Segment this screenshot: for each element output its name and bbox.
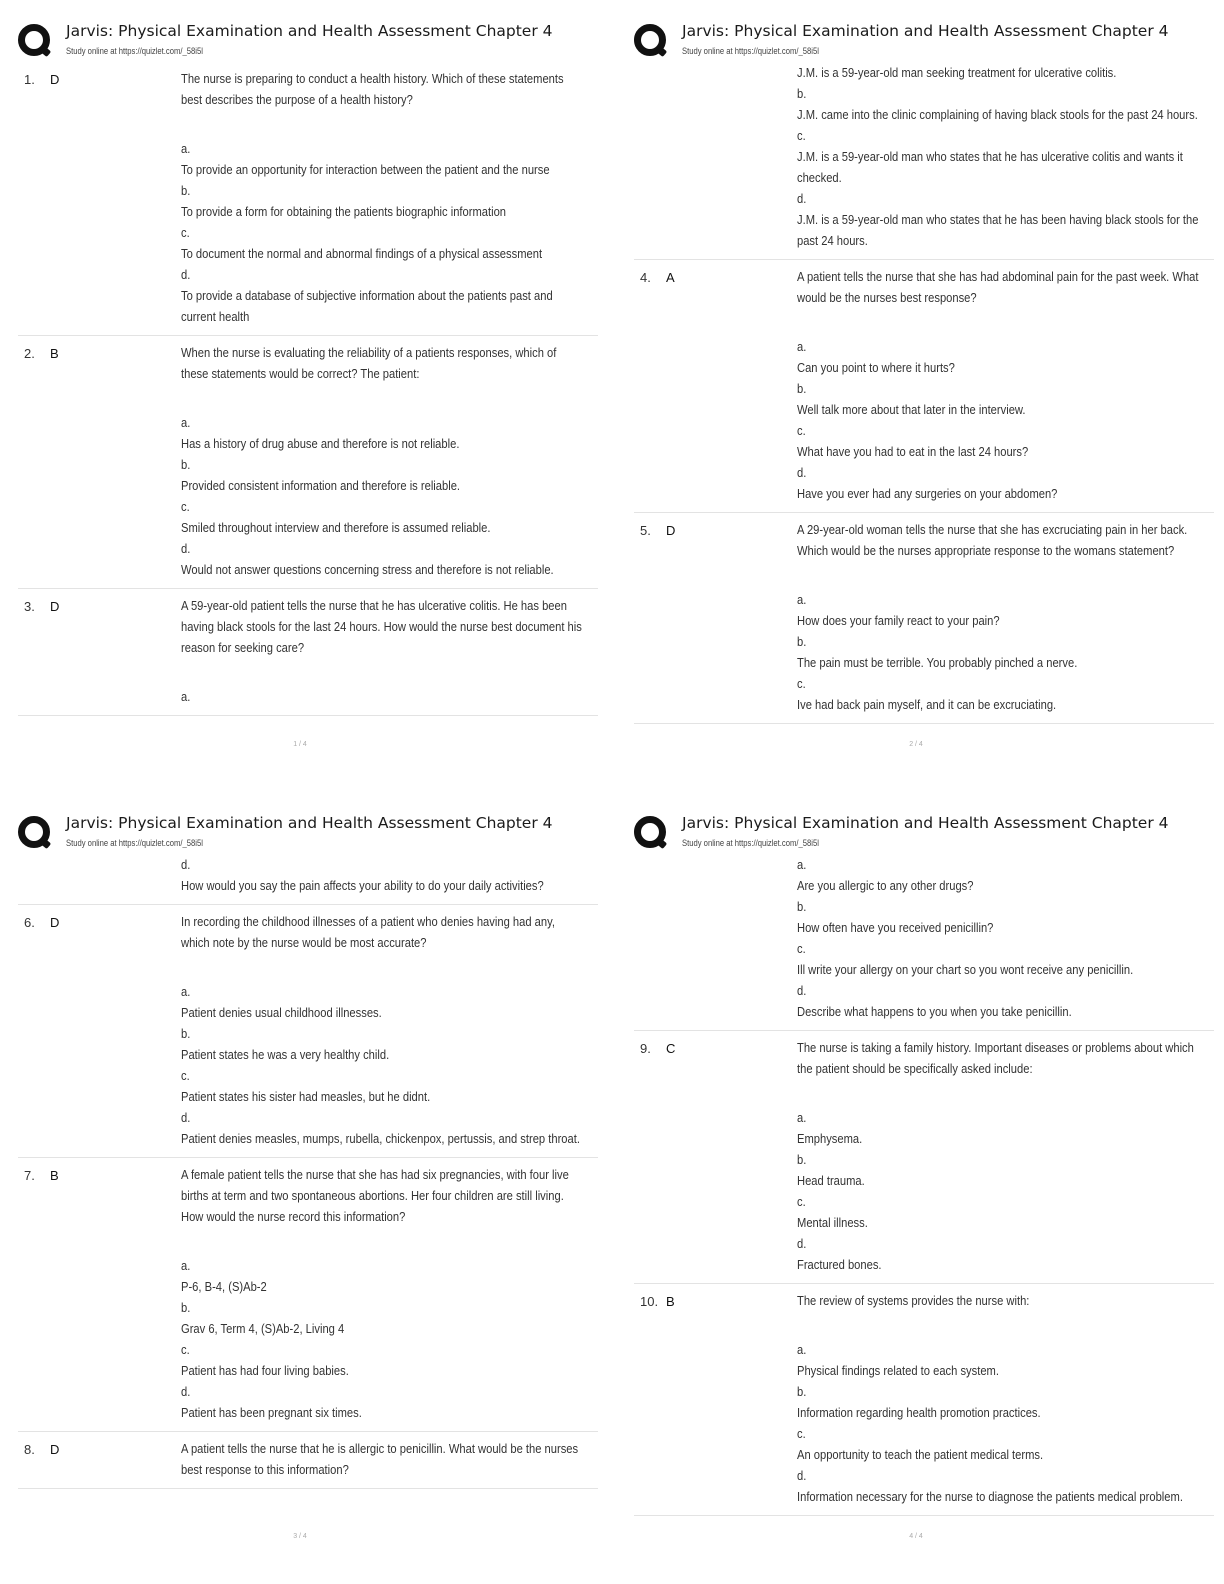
- option-line: Patient has been pregnant six times.: [181, 1405, 362, 1420]
- question-content: [797, 260, 1207, 512]
- question-text: The nurse is taking a family history. Important diseases or problems about which the patient should be specifically asked include:: [797, 1040, 1194, 1076]
- option-line: The pain must be terrible. You probably pinched a nerve.: [797, 655, 1078, 670]
- page-number: 3 / 4: [293, 1533, 307, 1540]
- option-line: Patient has had four living babies.: [181, 1363, 349, 1378]
- option-line: c.: [797, 1426, 806, 1441]
- answer-letter: D: [666, 523, 676, 538]
- continuation-options: [797, 854, 1207, 1030]
- question-row: [634, 260, 1214, 513]
- option-line: J.M. is a 59-year-old man seeking treatment for ulcerative colitis.: [797, 65, 1117, 80]
- question-row: [18, 905, 598, 1158]
- option-line: To document the normal and abnormal findings of a physical assessment: [181, 246, 543, 261]
- option-line: a.: [797, 1342, 807, 1357]
- continuation-row: [634, 62, 1214, 260]
- question-row: [18, 1432, 598, 1489]
- option-line: Physical findings related to each system.: [797, 1363, 999, 1378]
- question-number: 7.: [24, 1168, 35, 1183]
- question-row: [18, 1158, 598, 1432]
- page-title: Jarvis: Physical Examination and Health Assessment Chapter 4: [66, 814, 553, 832]
- question-content: [181, 336, 591, 588]
- option-line: b.: [797, 1152, 807, 1167]
- option-line: a.: [797, 339, 807, 354]
- question-text: A patient tells the nurse that she has had abdominal pain for the past week. What would be the nurses best response?: [797, 269, 1199, 305]
- option-line: b.: [797, 634, 807, 649]
- option-line: c.: [181, 1342, 190, 1357]
- continuation-options: [181, 854, 591, 904]
- option-line: Has a history of drug abuse and therefore is not reliable.: [181, 436, 460, 451]
- option-line: b.: [797, 899, 807, 914]
- option-line: a.: [181, 1258, 191, 1273]
- answer-letter: D: [50, 915, 60, 930]
- option-line: d.: [797, 983, 807, 998]
- question-number: 9.: [640, 1041, 651, 1056]
- option-line: Grav 6, Term 4, (S)Ab-2, Living 4: [181, 1321, 345, 1336]
- option-line: b.: [181, 1026, 191, 1041]
- option-line: Emphysema.: [797, 1131, 863, 1146]
- question-content: [181, 589, 591, 715]
- option-line: d.: [181, 1110, 191, 1125]
- page-header: [18, 812, 588, 856]
- question-content: [181, 1432, 591, 1488]
- quizlet-logo-icon: [18, 816, 50, 848]
- option-line: d.: [181, 1384, 191, 1399]
- option-line: a.: [797, 592, 807, 607]
- option-line: Are you allergic to any other drugs?: [797, 878, 974, 893]
- option-line: b.: [797, 381, 807, 396]
- question-row: [18, 62, 598, 336]
- page-body: [18, 62, 598, 716]
- option-line: J.M. is a 59-year-old man who states that he has been having black stools for the past 24 hours.: [797, 212, 1199, 248]
- option-line: b.: [797, 1384, 807, 1399]
- option-line: b.: [181, 1300, 191, 1315]
- option-line: Provided consistent information and therefore is reliable.: [181, 478, 461, 493]
- study-link[interactable]: Study online at https://quizlet.com/_58i5l: [682, 838, 819, 848]
- option-line: J.M. is a 59-year-old man who states that he has ulcerative colitis and wants it checked.: [797, 149, 1183, 185]
- option-line: To provide an opportunity for interaction between the patient and the nurse: [181, 162, 550, 177]
- page-header: [634, 20, 1204, 64]
- option-line: d.: [797, 191, 807, 206]
- quizlet-logo-icon: [18, 24, 50, 56]
- option-line: Can you point to where it hurts?: [797, 360, 955, 375]
- question-content: [181, 1158, 591, 1431]
- option-line: Would not answer questions concerning stress and therefore is not reliable.: [181, 562, 554, 577]
- option-line: d.: [797, 1468, 807, 1483]
- option-line: What have you had to eat in the last 24 hours?: [797, 444, 1029, 459]
- option-line: Ill write your allergy on your chart so you wont receive any penicillin.: [797, 962, 1134, 977]
- option-line: How does your family react to your pain?: [797, 613, 1000, 628]
- option-line: How often have you received penicillin?: [797, 920, 994, 935]
- option-line: Patient denies measles, mumps, rubella, chickenpox, pertussis, and strep throat.: [181, 1131, 580, 1146]
- continuation-options: [797, 62, 1207, 259]
- page-title: Jarvis: Physical Examination and Health Assessment Chapter 4: [682, 814, 1169, 832]
- quizlet-logo-icon: [634, 816, 666, 848]
- option-line: a.: [797, 857, 807, 872]
- page-header: [18, 20, 588, 64]
- question-text: When the nurse is evaluating the reliability of a patients responses, which of these statements would be correct? The patient:: [181, 345, 557, 381]
- page-header: [634, 812, 1204, 856]
- question-content: [797, 1031, 1207, 1283]
- page-3: [0, 792, 600, 1552]
- question-row: [634, 1284, 1214, 1516]
- question-number: 1.: [24, 72, 35, 87]
- answer-letter: B: [50, 1168, 59, 1183]
- question-number: 2.: [24, 346, 35, 361]
- question-text: A patient tells the nurse that he is allergic to penicillin. What would be the nurses best response to this information?: [181, 1441, 579, 1477]
- page-body: [634, 854, 1214, 1516]
- option-line: c.: [797, 676, 806, 691]
- question-row: [634, 513, 1214, 724]
- option-line: Describe what happens to you when you take penicillin.: [797, 1004, 1072, 1019]
- option-line: c.: [181, 499, 190, 514]
- question-number: 6.: [24, 915, 35, 930]
- quizlet-logo-icon: [634, 24, 666, 56]
- page-body: [634, 62, 1214, 724]
- page-number: 2 / 4: [909, 741, 923, 748]
- study-link[interactable]: Study online at https://quizlet.com/_58i5l: [66, 838, 203, 848]
- answer-letter: D: [50, 1442, 60, 1457]
- option-line: a.: [181, 141, 191, 156]
- question-content: [181, 62, 591, 335]
- option-line: b.: [181, 183, 191, 198]
- option-line: d.: [797, 465, 807, 480]
- option-line: d.: [181, 857, 191, 872]
- option-line: An opportunity to teach the patient medical terms.: [797, 1447, 1044, 1462]
- question-number: 4.: [640, 270, 651, 285]
- option-line: Patient denies usual childhood illnesses.: [181, 1005, 382, 1020]
- page-4: [616, 792, 1216, 1552]
- answer-letter: D: [50, 599, 60, 614]
- option-line: c.: [181, 1068, 190, 1083]
- option-line: To provide a form for obtaining the patients biographic information: [181, 204, 507, 219]
- option-line: d.: [181, 541, 191, 556]
- answer-letter: B: [666, 1294, 675, 1309]
- continuation-row: [18, 854, 598, 905]
- continuation-row: [634, 854, 1214, 1031]
- option-line: Patient states his sister had measles, but he didnt.: [181, 1089, 431, 1104]
- option-line: c.: [181, 225, 190, 240]
- page-2: [616, 0, 1216, 760]
- option-line: a.: [181, 984, 191, 999]
- question-number: 5.: [640, 523, 651, 538]
- page-number: 1 / 4: [293, 741, 307, 748]
- option-line: Head trauma.: [797, 1173, 865, 1188]
- option-line: J.M. came into the clinic complaining of having black stools for the past 24 hours.: [797, 107, 1198, 122]
- question-text: A 29-year-old woman tells the nurse that she has excruciating pain in her back. Which would be the nurses appropriate response to the womans statement?: [797, 522, 1188, 558]
- question-number: 10.: [640, 1294, 659, 1309]
- option-line: Patient states he was a very healthy child.: [181, 1047, 390, 1062]
- option-line: Information regarding health promotion practices.: [797, 1405, 1041, 1420]
- study-link[interactable]: Study online at https://quizlet.com/_58i5l: [682, 46, 819, 56]
- question-content: [797, 1284, 1207, 1515]
- option-line: c.: [797, 128, 806, 143]
- option-line: Fractured bones.: [797, 1257, 882, 1272]
- option-line: c.: [797, 423, 806, 438]
- page-title: Jarvis: Physical Examination and Health Assessment Chapter 4: [682, 22, 1169, 40]
- option-line: c.: [797, 941, 806, 956]
- question-row: [18, 589, 598, 716]
- answer-letter: A: [666, 270, 675, 285]
- option-line: b.: [181, 457, 191, 472]
- option-line: Mental illness.: [797, 1215, 868, 1230]
- question-text: A 59-year-old patient tells the nurse that he has ulcerative colitis. He has been having black stools for the last 24 hours. How would the nurse best document his reason for seeking care?: [181, 598, 582, 655]
- option-line: P-6, B-4, (S)Ab-2: [181, 1279, 267, 1294]
- page-1: [0, 0, 600, 760]
- study-link[interactable]: Study online at https://quizlet.com/_58i5l: [66, 46, 203, 56]
- question-text: The nurse is preparing to conduct a health history. Which of these statements best describes the purpose of a health history?: [181, 71, 564, 107]
- option-line: a.: [181, 415, 191, 430]
- answer-letter: C: [666, 1041, 676, 1056]
- question-text: The review of systems provides the nurse with:: [797, 1293, 1030, 1308]
- option-line: d.: [181, 267, 191, 282]
- question-content: [181, 905, 591, 1157]
- question-number: 8.: [24, 1442, 35, 1457]
- answer-letter: D: [50, 72, 60, 87]
- page-title: Jarvis: Physical Examination and Health Assessment Chapter 4: [66, 22, 553, 40]
- page-number: 4 / 4: [909, 1533, 923, 1540]
- question-number: 3.: [24, 599, 35, 614]
- option-line: a.: [181, 689, 191, 704]
- option-line: c.: [797, 1194, 806, 1209]
- option-line: Information necessary for the nurse to diagnose the patients medical problem.: [797, 1489, 1183, 1504]
- question-row: [634, 1031, 1214, 1284]
- option-line: b.: [797, 86, 807, 101]
- option-line: Have you ever had any surgeries on your abdomen?: [797, 486, 1058, 501]
- question-content: [797, 513, 1207, 723]
- option-line: Well talk more about that later in the interview.: [797, 402, 1026, 417]
- option-line: d.: [797, 1236, 807, 1251]
- option-line: Ive had back pain myself, and it can be excruciating.: [797, 697, 1057, 712]
- option-line: How would you say the pain affects your ability to do your daily activities?: [181, 878, 544, 893]
- answer-letter: B: [50, 346, 59, 361]
- question-text: A female patient tells the nurse that she has had six pregnancies, with four live births at term and two spontaneous abortions. Her four children are still living. How would the nurse record this information?: [181, 1167, 569, 1224]
- option-line: a.: [797, 1110, 807, 1125]
- question-text: In recording the childhood illnesses of a patient who denies having had any, which note by the nurse would be most accurate?: [181, 914, 555, 950]
- page-body: [18, 854, 598, 1489]
- option-line: Smiled throughout interview and therefore is assumed reliable.: [181, 520, 491, 535]
- question-row: [18, 336, 598, 589]
- option-line: To provide a database of subjective information about the patients past and current health: [181, 288, 553, 324]
